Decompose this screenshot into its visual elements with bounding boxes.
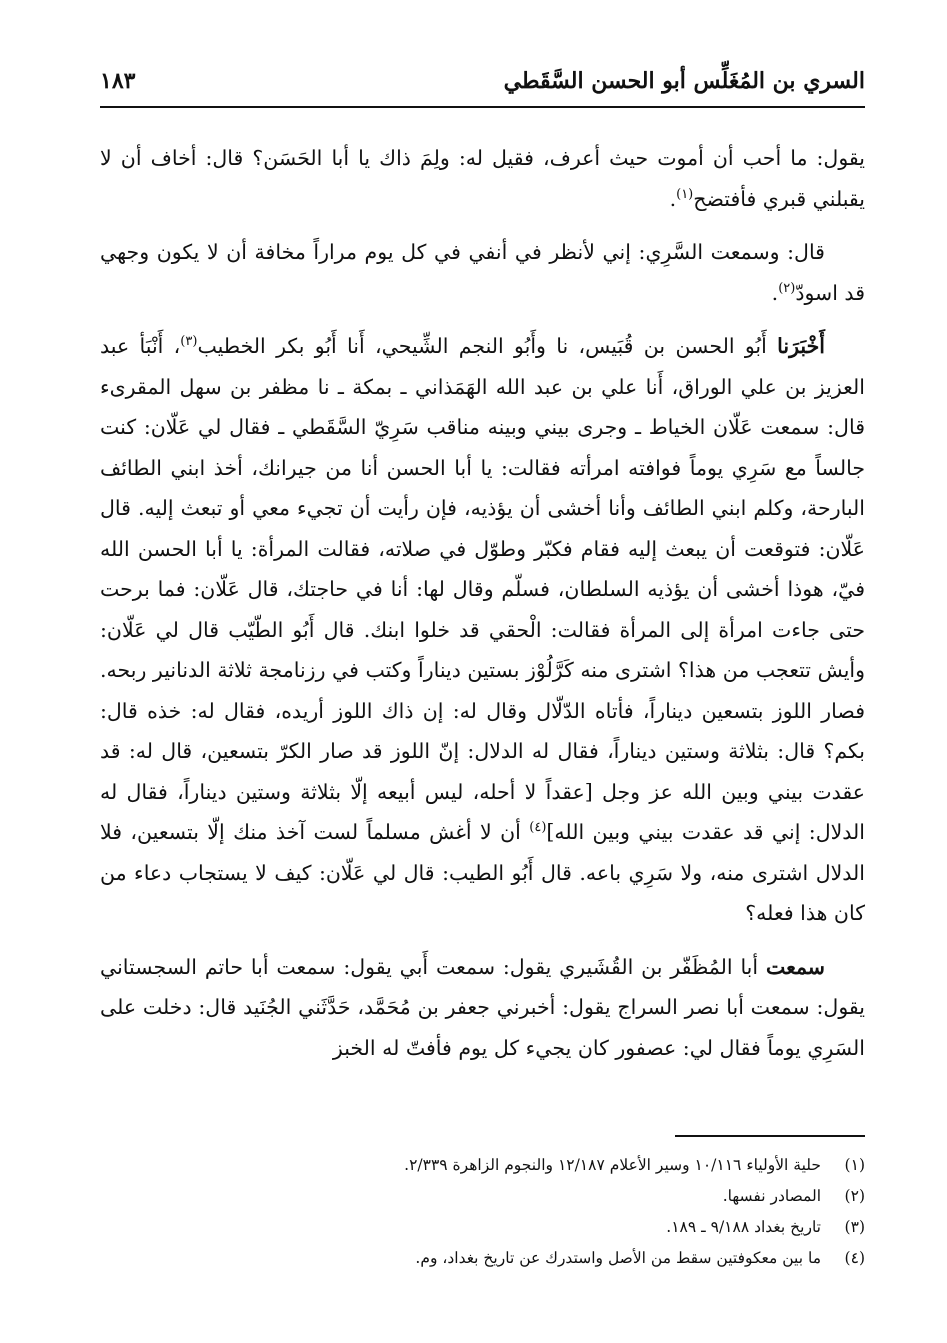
page-number: ١٨٣ [100, 68, 136, 94]
footnotes [100, 1150, 865, 1274]
main-text [100, 138, 865, 1068]
paragraph-3-part-1: أَبُو الحسن بن قُبَيس، نا وأَبُو النجم الشِّيحي، أَنا أَبُو بكر الخطيب [197, 334, 778, 358]
paragraph-3-part-3: أن لا أغش مسلماً لست آخذ منك إلّا بتسعين، فلا الدلال اشترى منه، ولا سَرِي باعه. قال أَبُو الطيب: قال لي عَلّان: كيف لا يستجاب دعاء من كان هذا فعله؟ [100, 820, 865, 925]
paragraph-2-end: . [771, 280, 779, 305]
footnote-text: تاريخ بغداد ٩/١٨٨ ـ ١٨٩. [666, 1218, 821, 1236]
footnote-number: (١) [844, 1156, 865, 1174]
footnote-2 [100, 1181, 865, 1212]
paragraph-3-lead: أَخْبَرَنا [777, 334, 825, 358]
footnote-ref-4: (٤) [529, 820, 547, 836]
footnote-number: (٣) [844, 1218, 865, 1236]
footnote-3 [100, 1212, 865, 1243]
paragraph-3 [100, 326, 865, 934]
paragraph-4-text: أبا المُظَفّر بن القُشَيري يقول: سمعت أَبي يقول: سمعت أبا حاتم السجستاني يقول: سمعت أبا نصر السراج يقول: أخبرني جعفر بن مُحَمَّد، حَدَّثَني الجُنَيد قال: دخلت على السَرِي يوماً فقال لي: عصفور كان يجيء كل يوم فأفتّ له الخبز [100, 954, 865, 1060]
footnote-ref-2: (٢) [778, 280, 796, 296]
paragraph-4 [100, 947, 865, 1069]
paragraph-1 [100, 138, 865, 219]
book-page [100, 62, 865, 1312]
footnote-ref-1: (١) [676, 186, 694, 202]
paragraph-3-part-2: ، أَنْبَأ عبد العزيز بن علي الوراق، أَنا علي بن عبد الله الهَمَذاني ـ بمكة ـ نا مظفر بن سهل المقرىء قال: سمعت عَلّان الخياط ـ وجرى بيني وبينه مناقب سَرِيّ السَّقَطي ـ فقال لي عَلّان: كنت جالساً مع سَرِي يوماً فوافته امرأته فقالت: يا أبا الحسن أنا من جيرانك، أخذ ابني الطائف البارحة، وكلم ابني الطائف وأنا أخشى أن يؤذيه، فإن رأيت أن تجيء معي أو تبعث إليه. قال عَلّان: فتوقعت أن يبعث إليه فقام فكبّر وطوّل في صلاته، فقالت المرأة: يا أبا الحسن الله فيّ، هوذا أخشى أن يؤذيه السلطان، فسلّم وقال لها: أنا في حاجتك، قال عَلّان: فما برحت حتى جاءت امرأة إلى المرأة فقالت: الْحقي قد خلوا ابنك. قال أَبُو الطّيّب قال لي عَلّان: وأيش تتعجب من هذا؟ اشترى منه كَرَّلُوْز بستين ديناراً وكتب في رزنامجة ثلاثة الدنانير ربحه. فصار اللوز بتسعين ديناراً، فأتاه الدّلّال وقال له: إن ذاك اللوز أريده، فقال له: خذه قال: بكم؟ قال: بثلاثة وستين ديناراً، فقال له الدلال: إنّ اللوز قد صار الكرّ بتسعين، قال له: قد عقدت بيني وبين الله عز وجل [عقداً لا أحله، ليس أبيعه إلّا بثلاثة وستين ديناراً، فقال له الدلال: إني قد عقدت بيني وبين الله] [100, 334, 865, 844]
footnote-text: حلية الأولياء ١٠/١١٦ وسير الأعلام ١٢/١٨٧ والنجوم الزاهرة ٢/٣٣٩. [404, 1156, 821, 1174]
paragraph-1-text: يقول: ما أحب أن أموت حيث أعرف، فقيل له: ولِمَ ذاك يا أبا الحَسَن؟ قال: أخاف أن لا يقبلني قبري فأفتضح [100, 146, 865, 211]
footnote-number: (٤) [844, 1249, 865, 1267]
footnote-4 [100, 1243, 865, 1274]
footnote-1 [100, 1150, 865, 1181]
paragraph-2 [100, 232, 865, 313]
paragraph-2-text: قال: وسمعت السَّرِي: إني لأنظر في أنفي في كل يوم مراراً مخافة أن لا يكون وجهي قد اسودّ [100, 240, 865, 305]
paragraph-1-end: . [669, 186, 677, 211]
footnote-text: ما بين معكوفتين سقط من الأصل واستدرك عن تاريخ بغداد، وم. [415, 1249, 821, 1267]
paragraph-4-lead: سمعت [765, 954, 825, 979]
running-header [100, 62, 865, 108]
footnote-separator [675, 1135, 865, 1137]
footnote-ref-3: (٣) [180, 334, 198, 350]
footnote-text: المصادر نفسها. [722, 1187, 821, 1205]
footnote-number: (٢) [844, 1187, 865, 1205]
header-title: السري بن المُغَلِّس أبو الحسن السَّقَطي [503, 68, 865, 94]
